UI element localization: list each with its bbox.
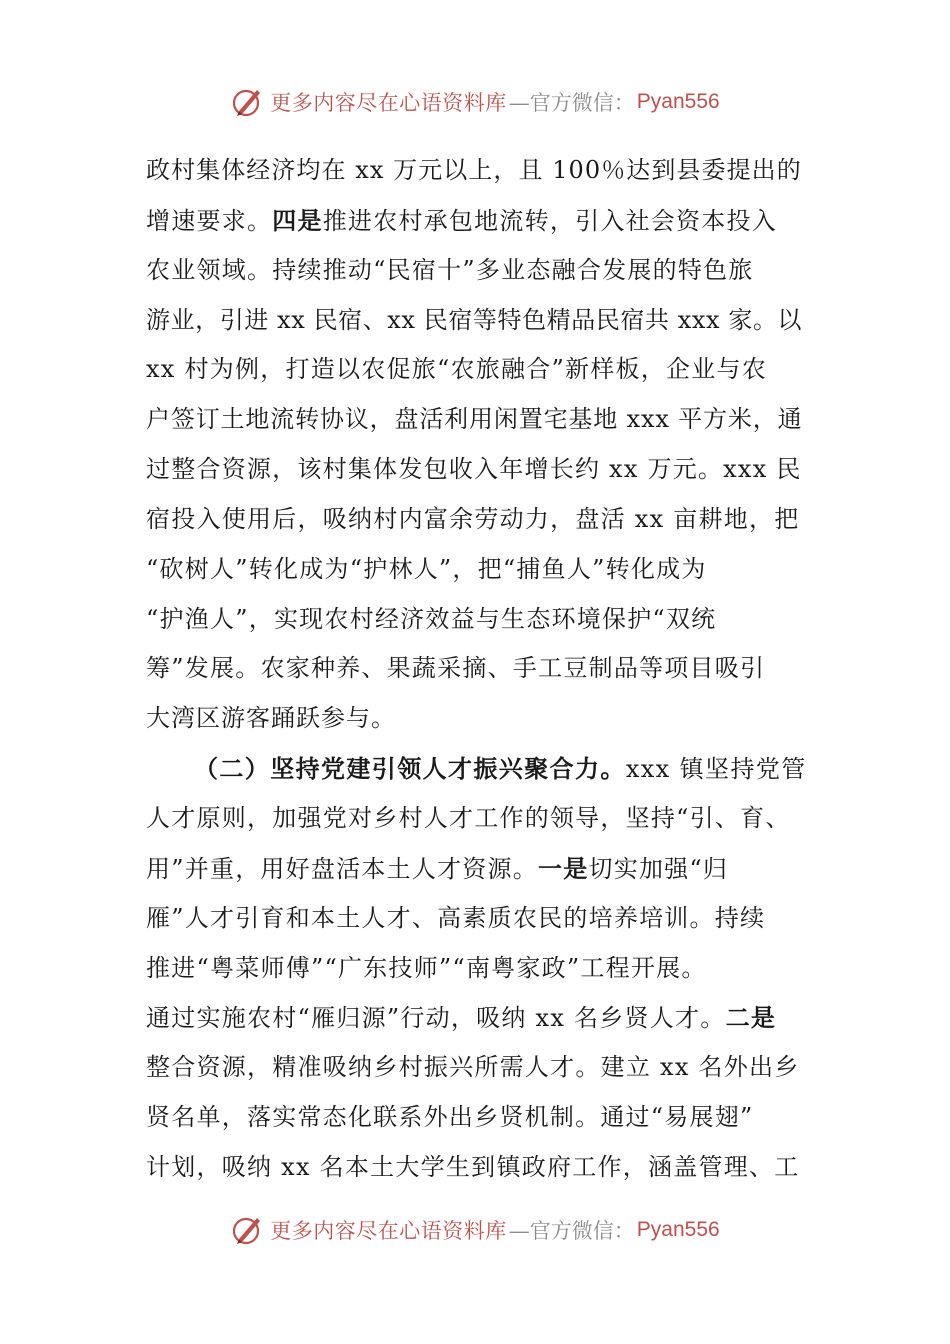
text-segment: xxx 镇坚持党管 (625, 755, 807, 784)
text-segment: 计划，吸纳 xx 名本土大学生到镇政府工作，涵盖管理、工 (146, 1152, 800, 1181)
text-segment: 农业领域。持续推动“民宿十”多业态融合发展的特色旅 (146, 255, 754, 284)
watermark-wechat-id: Pyan556 (636, 90, 720, 113)
text-segment: 增速要求。 (146, 206, 273, 235)
text-segment: 推进“粤菜师傅”“广东技师”“南粤家政”工程开展。 (146, 953, 707, 982)
text-segment: 筹”发展。农家种养、果蔬采摘、手工豆制品等项目吸引 (146, 654, 766, 683)
pen-logo-icon (230, 84, 266, 120)
bold-text-segment: 一是 (538, 853, 589, 883)
header-watermark (0, 80, 950, 124)
text-segment: 过整合资源，该村集体发包收入年增长约 xx 万元。xxx 民 (146, 455, 802, 484)
text-line (146, 495, 806, 545)
text-segment: 用”并重，用好盘活本土人才资源。 (146, 854, 539, 883)
text-segment: 通过实施农村“雁归源”行动，吸纳 xx 名乡贤人才。 (146, 1004, 726, 1033)
text-segment: 切实加强“归 (588, 854, 729, 883)
text-segment: 大湾区游客踊跃参与。 (146, 704, 396, 733)
text-line (146, 1143, 806, 1193)
text-segment: 宿投入使用后，吸纳村内富余劳动力，盘活 xx 亩耕地，把 (146, 504, 800, 533)
text-segment: “护渔人”，实现农村经济效益与生态环境保护“双统 (146, 604, 717, 633)
text-segment: “砍树人”转化成为“护林人”，把“捕鱼人”转化成为 (146, 554, 707, 583)
text-line (146, 644, 806, 694)
text-line (146, 794, 806, 844)
text-segment: xx 村为例，打造以农促旅“农旅融合”新样板，企业与农 (146, 355, 768, 384)
text-line (146, 993, 806, 1043)
text-line (146, 345, 806, 395)
text-line (146, 694, 806, 744)
text-line (146, 1043, 806, 1093)
text-line (146, 196, 806, 246)
text-segment: 政村集体经济均在 xx 万元以上，且 100％达到县委提出的 (146, 156, 802, 184)
text-segment: 雁”人才引育和本土人才、高素质农民的培养培训。持续 (146, 903, 766, 932)
text-line (146, 146, 806, 196)
pen-logo-icon (230, 1212, 266, 1248)
footer-watermark (0, 1208, 950, 1252)
text-segment: 人才原则，加强党对乡村人才工作的领导，坚持“引、育、 (146, 803, 791, 832)
document-body (146, 146, 806, 1193)
text-line (146, 395, 806, 445)
text-segment: 户签订土地流转协议，盘活利用闲置宅基地 xxx 平方米，通 (146, 405, 803, 434)
text-segment: 推进农村承包地流转，引入社会资本投入 (322, 206, 778, 235)
watermark-text: 更多内容尽在心语资料库 (270, 91, 507, 115)
text-line (146, 894, 806, 944)
watermark-text: 更多内容尽在心语资料库 (270, 1219, 507, 1243)
text-line (146, 1093, 806, 1143)
watermark-wechat-label: —官方微信： (508, 91, 635, 115)
watermark-wechat-id: Pyan556 (636, 1218, 720, 1241)
bold-text-segment: 二是 (725, 1003, 777, 1033)
watermark-wechat-label: —官方微信： (508, 1219, 635, 1243)
text-line (146, 844, 806, 894)
bold-text-segment: （二）坚持党建引领人才振兴聚合力。 (194, 754, 626, 784)
text-line (146, 545, 806, 595)
text-segment: 游业，引进 xx 民宿、xx 民宿等特色精品民宿共 xxx 家。以 (146, 305, 803, 334)
bold-text-segment: 四是 (272, 205, 323, 235)
text-segment: 整合资源，精准吸纳乡村振兴所需人才。建立 xx 名外出乡 (146, 1053, 800, 1082)
text-line (146, 744, 806, 794)
text-line (146, 944, 806, 994)
text-line (146, 445, 806, 495)
text-line (146, 595, 806, 645)
text-line (146, 296, 806, 346)
text-line (146, 246, 806, 296)
text-segment: 贤名单，落实常态化联系外出乡贤机制。通过“易展翅” (146, 1103, 754, 1132)
